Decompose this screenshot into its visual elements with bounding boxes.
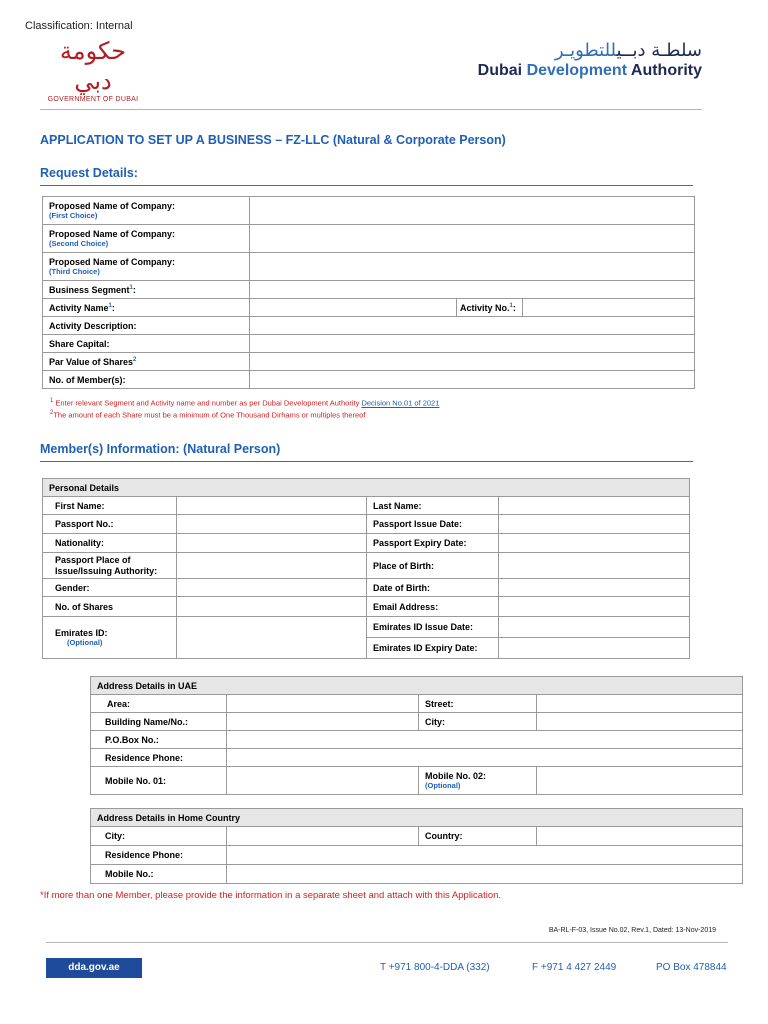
gov-logo-english: GOVERNMENT OF DUBAI [47, 96, 139, 103]
table-row [91, 677, 743, 695]
multiple-members-footnote [40, 890, 501, 901]
first-name-label: First Name: [43, 497, 177, 515]
table-row [43, 353, 695, 371]
area-label: Area: [91, 695, 227, 713]
proposed-name-3-label: Proposed Name of Company: (Third Choice) [43, 253, 250, 281]
personal-details-table [42, 478, 690, 659]
emirates-id-label: Emirates ID: (Optional) [43, 617, 177, 659]
decision-link[interactable]: Decision No.01 of 2021 [361, 398, 440, 408]
nationality-field[interactable] [177, 534, 367, 553]
table-row [91, 827, 743, 846]
passport-place-field[interactable] [177, 553, 367, 579]
dob-label: Date of Birth: [367, 579, 499, 597]
passport-no-field[interactable] [177, 515, 367, 534]
note-1: $^1$ Enter relevant Segment and Activity name and number as per Dubai Development Authority Decision No.01 of 2021 [50, 398, 440, 408]
dda-en-3: Authority [630, 62, 702, 79]
building-field[interactable] [227, 713, 419, 731]
par-value-field[interactable] [250, 353, 695, 371]
header-divider [40, 109, 702, 110]
gov-logo-arabic: حكومة دبي [59, 37, 127, 95]
activity-name-label: Activity Name$^1$: [43, 299, 250, 317]
proposed-name-3-field[interactable] [250, 253, 695, 281]
form-title: APPLICATION TO SET UP A BUSINESS – FZ-LLC (Natural & Corporate Person) [40, 133, 506, 147]
note-2: $^2$The amount of each Share must be a minimum of One Thousand Dirhams or multiples thereof [50, 410, 366, 420]
activity-no-field[interactable] [523, 299, 695, 317]
place-of-birth-field[interactable] [499, 553, 690, 579]
gender-label: Gender: [43, 579, 177, 597]
passport-no-label: Passport No.: [43, 515, 177, 534]
share-capital-field[interactable] [250, 335, 695, 353]
table-row [43, 579, 690, 597]
table-row [91, 809, 743, 827]
table-row [43, 335, 695, 353]
activity-description-label: Activity Description: [43, 317, 250, 335]
fax-number: F +971 4 427 2449 [532, 962, 617, 973]
footer-divider [46, 942, 728, 943]
home-city-label: City: [91, 827, 227, 846]
table-row [91, 846, 743, 865]
table-row [91, 731, 743, 749]
home-city-field[interactable] [227, 827, 419, 846]
po-box: PO Box 478844 [656, 962, 727, 973]
dda-logo-english [478, 62, 702, 80]
dob-field[interactable] [499, 579, 690, 597]
table-row [43, 515, 690, 534]
dda-ar-2: للتطويـر [554, 40, 617, 61]
home-address-header: Address Details in Home Country [91, 809, 743, 827]
mobile-2-field[interactable] [537, 767, 743, 795]
last-name-field[interactable] [499, 497, 690, 515]
city-label: City: [419, 713, 537, 731]
table-row [43, 479, 690, 497]
country-field[interactable] [537, 827, 743, 846]
table-row [91, 713, 743, 731]
personal-details-header: Personal Details [43, 479, 690, 497]
passport-issue-label: Passport Issue Date: [367, 515, 499, 534]
residence-phone-field[interactable] [227, 749, 743, 767]
table-row [43, 197, 695, 225]
document-reference: BA-RL-F-03, Issue No.02, Rev.1, Dated: 13-Nov-2019 [548, 927, 716, 934]
request-details-table [42, 196, 695, 389]
passport-issue-field[interactable] [499, 515, 690, 534]
table-row [43, 225, 695, 253]
proposed-name-2-label: Proposed Name of Company: (Second Choice) [43, 225, 250, 253]
dda-ar-1: سلطـة دبــي [616, 40, 702, 61]
dda-en-1: Dubai [477, 62, 523, 79]
nationality-label: Nationality: [43, 534, 177, 553]
table-row [91, 865, 743, 884]
members-count-label: No. of Member(s): [43, 371, 250, 389]
passport-expiry-label: Passport Expiry Date: [367, 534, 499, 553]
first-name-field[interactable] [177, 497, 367, 515]
city-field[interactable] [537, 713, 743, 731]
email-label: Email Address: [367, 597, 499, 617]
table-row [43, 534, 690, 553]
last-name-label: Last Name: [367, 497, 499, 515]
table-row [43, 553, 690, 579]
passport-expiry-field[interactable] [499, 534, 690, 553]
table-row [43, 371, 695, 389]
activity-name-field[interactable] [250, 299, 457, 317]
proposed-name-1-field[interactable] [250, 197, 695, 225]
par-value-label: Par Value of Shares$^2$ [43, 353, 250, 371]
gender-field[interactable] [177, 579, 367, 597]
emirates-id-field[interactable] [177, 617, 367, 659]
phone-number: T +971 800-4-DDA (332) [380, 962, 490, 973]
residence-phone-label: Residence Phone: [91, 749, 227, 767]
business-segment-field[interactable] [250, 281, 695, 299]
home-residence-phone-field[interactable] [227, 846, 743, 865]
footnote-star: * [40, 890, 44, 901]
table-row [91, 749, 743, 767]
uae-address-table [90, 676, 743, 795]
area-field[interactable] [227, 695, 419, 713]
eid-expiry-label: Emirates ID Expiry Date: [367, 638, 499, 659]
table-row [43, 617, 690, 638]
place-of-birth-label: Place of Birth: [367, 553, 499, 579]
email-field[interactable] [499, 597, 690, 617]
country-label: Country: [419, 827, 537, 846]
mobile-2-label: Mobile No. 02: (Optional) [419, 767, 537, 795]
activity-no-label: Activity No.$^1$: [457, 299, 523, 317]
table-row [43, 253, 695, 281]
eid-expiry-field[interactable] [499, 638, 690, 659]
eid-issue-field[interactable] [499, 617, 690, 638]
table-row [43, 597, 690, 617]
home-residence-phone-label: Residence Phone: [91, 846, 227, 865]
table-row [43, 317, 695, 335]
passport-place-label: Passport Place of Issue/Issuing Authority: [43, 553, 177, 579]
no-of-shares-field[interactable] [177, 597, 367, 617]
classification-label: Classification: Internal [25, 20, 133, 32]
dda-logo [478, 40, 702, 80]
members-info-heading: Member(s) Information: (Natural Person) [40, 442, 693, 462]
members-count-field[interactable] [250, 371, 695, 389]
street-field[interactable] [537, 695, 743, 713]
eid-issue-label: Emirates ID Issue Date: [367, 617, 499, 638]
street-label: Street: [419, 695, 537, 713]
government-of-dubai-logo [38, 36, 148, 103]
mobile-1-label: Mobile No. 01: [91, 767, 227, 795]
table-row [91, 767, 743, 795]
building-label: Building Name/No.: [91, 713, 227, 731]
footnote-text: If more than one Member, please provide the information in a separate sheet and attach with this Application. [43, 890, 502, 901]
mobile-1-field[interactable] [227, 767, 419, 795]
home-mobile-label: Mobile No.: [91, 865, 227, 884]
share-capital-label: Share Capital: [43, 335, 250, 353]
home-mobile-field[interactable] [227, 865, 743, 884]
table-row [43, 497, 690, 515]
dda-logo-arabic [478, 40, 702, 62]
table-row [43, 299, 695, 317]
request-details-heading: Request Details: [40, 166, 693, 186]
uae-address-header: Address Details in UAE [91, 677, 743, 695]
home-address-table [90, 808, 743, 884]
dda-en-2: Development [526, 62, 628, 79]
proposed-name-1-label: Proposed Name of Company: (First Choice) [43, 197, 250, 225]
website-link[interactable]: dda.gov.ae [46, 958, 142, 978]
proposed-name-2-field[interactable] [250, 225, 695, 253]
pobox-label: P.O.Box No.: [91, 731, 227, 749]
activity-description-field[interactable] [250, 317, 695, 335]
pobox-field[interactable] [227, 731, 743, 749]
table-row [91, 695, 743, 713]
no-of-shares-label: No. of Shares [43, 597, 177, 617]
business-segment-label: Business Segment$^1$: [43, 281, 250, 299]
table-row [43, 281, 695, 299]
